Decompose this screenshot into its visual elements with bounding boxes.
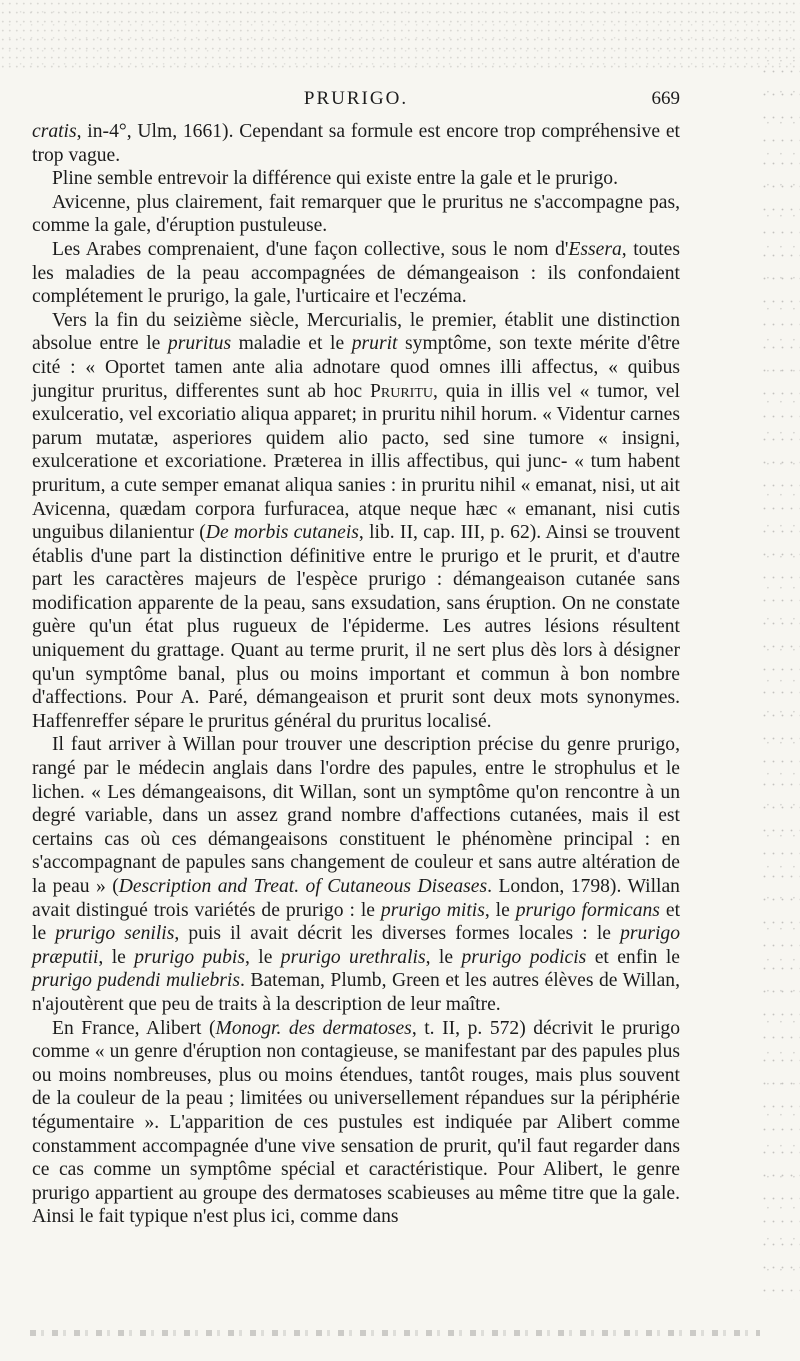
text-run: et le — [32, 899, 681, 945]
body-text — [32, 120, 680, 1229]
text-run: Pline semble entrevoir la différence qui existe entre la gale et le prurigo. — [52, 168, 618, 190]
small-caps-text: Pruritu — [370, 380, 434, 402]
text-run: Les Arabes comprenaient, d'une façon collective, sous le nom d' — [52, 238, 569, 260]
running-title: PRURIGO. — [303, 88, 409, 109]
paragraph — [32, 733, 680, 1016]
text-run: , puis il avait décrit les diverses formes locales : le — [174, 923, 621, 945]
text-run: , toutes les maladies de la peau accompagnées de démangeaison : ils confondaient complétement le prurigo, la gale, l'urticaire et l'eczéma. — [32, 238, 680, 308]
text-run: , in-4°, Ulm, 1661). Cependant sa formule est encore trop compréhensive et trop vague. — [32, 121, 680, 166]
italic-text: Essera — [568, 238, 622, 260]
page-number: 669 — [651, 88, 680, 109]
italic-text: prurigo pudendi muliebris — [32, 970, 241, 992]
scan-noise-top — [0, 0, 800, 70]
italic-text: cratis — [32, 121, 77, 142]
text-run: , lib. II, cap. III, p. 62). Ainsi se trouvent établis d'une part la distinction définitive entre le prurigo et le prurit, et d'autre part les caractères majeurs de l'espèce prurigo : démangeaison cutanée sans modification apparente de la peau, sans exsudation, sans éruption. On ne constate guère qu'un état plus rugueux de l'épiderme. Les autres lésions résultent uniquement du grattage. Quant au terme prurit, il ne sert plus dès lors à désigner qu'un symptôme banal, plus ou moins important et commun à bon nombre d'affections. Pour A. Paré, démangeaison et prurit sont deux mots synonymes. Haffenreffer sépare le pruritus général du pruritus localisé. — [32, 522, 680, 732]
scan-noise-right-margin — [760, 60, 800, 1300]
italic-text: Description and Treat. of Cutaneous Diseases — [118, 876, 488, 897]
text-run: En France, Alibert ( — [52, 1017, 216, 1039]
text-run: , le — [425, 946, 462, 968]
paragraph — [32, 120, 680, 167]
paragraph — [32, 238, 680, 309]
italic-text: pruritus — [167, 333, 232, 355]
page-header — [32, 88, 680, 118]
italic-text: prurigo præputii — [32, 923, 680, 968]
italic-text: prurigo mitis — [380, 899, 485, 921]
text-run: , le — [98, 946, 135, 968]
text-run: Avicenne, plus clairement, fait remarquer que le pruritus ne s'accompagne pas, comme la gale, d'éruption pustuleuse. — [32, 191, 680, 237]
italic-text: prurigo formicans — [515, 899, 660, 921]
text-run: . London, 1798). Willan avait distingué trois variétés de prurigo : le — [32, 876, 680, 921]
paragraph — [32, 1017, 680, 1229]
italic-text: prurit — [351, 333, 398, 355]
text-run: , t. II, p. 572) décrivit le prurigo comme « un genre d'éruption non contagieuse, se manifestant par des papules plus ou moins nombreuses, plus ou moins étendues, tantôt rouges, mais plus souvent de la couleur de la peau ; limitées ou universellement répandues sur la périphérie tégumentaire ». L'apparition de ces pustules est indiquée par Alibert comme constamment accompagnée d'une vive sensation de prurit, qu'il faut regarder dans ce cas comme un symptôme spécial et caractéristique. Pour Alibert, le genre prurigo appartient au groupe des dermatoses scabieuses au même titre que la gale. Ainsi le fait typique n'est plus ici, comme dans — [32, 1017, 680, 1228]
italic-text: prurigo senilis — [55, 923, 175, 945]
italic-text: prurigo podicis — [461, 946, 587, 968]
text-run: , quia in illis vel « tumor, vel exulceratio, vel excoriatio aliqua apparet; in pruritu nihil horum. « Videntur carnes parum mutatæ, asperiores quidem alio pacto, sed sine tumore « insigni, exulceratione et excoriatione. Præterea in illis affectibus, qui junc- « tum habent pruritum, a cute semper emanat aliqua sanies : in pruritu nihil « emanat, nisi, ut ait Avicenna, quædam corpora furfuracea, atque neque hæc « emanant, nisi cutis unguibus dilanientur ( — [32, 380, 680, 544]
italic-text: De morbis cutaneis — [205, 522, 359, 544]
paragraph — [32, 309, 680, 734]
scan-noise-bottom — [30, 1330, 760, 1336]
italic-text: prurigo urethralis — [280, 946, 426, 968]
paragraph — [32, 167, 680, 191]
italic-text: prurigo pubis — [134, 946, 245, 968]
text-run: , le — [484, 899, 516, 921]
text-run: Il faut arriver à Willan pour trouver une description précise du genre prurigo, rangé par le médecin anglais dans l'ordre des papules, entre le strophulus et le lichen. « Les démangeaisons, dit Willan, sont un symptôme qu'on rencontre à un degré variable, dans un assez grand nombre d'affections cutanées, mais il est certains cas où ces démangeaisons constituent le phénomène principal : en s'accompagnant de papules sans changement de couleur et sans autre altération de la peau » ( — [32, 734, 680, 897]
text-run: et enfin le — [586, 946, 680, 968]
text-run: Vers la fin du seizième siècle, Mercurialis, le premier, établit une distinction absolue entre le — [32, 309, 680, 355]
text-run: maladie et le — [231, 333, 352, 355]
italic-text: Monogr. des dermatoses — [215, 1017, 412, 1039]
paragraph — [32, 191, 680, 238]
text-run: symptôme, son texte mérite d'être cité : « Oportet tamen ante alia adnotare quod omnes illi affectus, « quibus jungitur pruritus, differentes sunt ab hoc — [32, 333, 680, 402]
text-run: , le — [244, 946, 281, 968]
text-run: . Bateman, Plumb, Green et les autres élèves de Willan, n'ajoutèrent que peu de traits à la description de leur maître. — [32, 970, 680, 1015]
